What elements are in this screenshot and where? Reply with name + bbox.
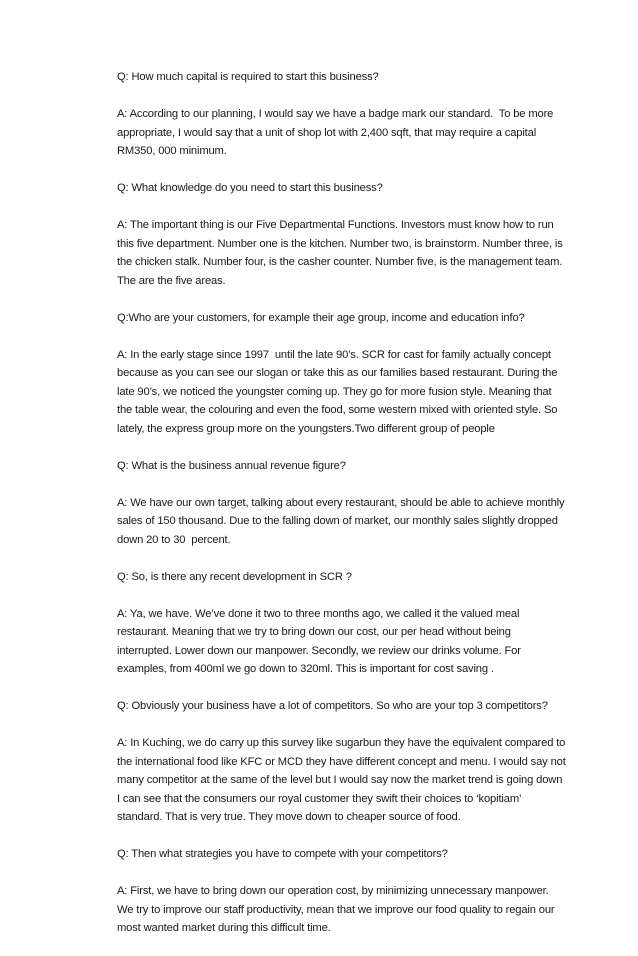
answer-revenue: A: We have our own target, talking about every restaurant, should be able to achieve monthly sales of 150 thousand. Due to the falling down of market, our monthly sales slightly dropped down 20 to 30 percent. (117, 496, 568, 546)
question-strategies: Q: Then what strategies you have to compete with your competitors? (117, 848, 448, 860)
answer-development: A: Ya, we have. We’ve done it two to three months ago, we called it the valued meal restaurant. Meaning that we try to bring down our cost, our per head without being interrupted. Lower down our manpower. Secondly, we review our drinks volume. For examples, from 400ml we go down to 320ml. This is important for cost saving . (117, 607, 524, 675)
answer-capital: A: According to our planning, I would say we have a badge mark our standard. To be more appropriate, I would say that a unit of shop lot with 2,400 sqft, that may require a capital RM350, 000 minimum. (117, 108, 557, 157)
question-capital: Q: How much capital is required to start this business? (117, 71, 379, 83)
answer-strategies: A: First, we have to bring down our operation cost, by minimizing unnecessary manpower. We try to improve our staff productivity, mean that we improve our food quality to regain our most wanted market during this difficult time. (117, 885, 558, 934)
document-body (117, 68, 567, 956)
question-revenue: Q: What is the business annual revenue figure? (117, 459, 346, 472)
question-customers: Q:Who are your customers, for example their age group, income and education info? (117, 311, 525, 324)
answer-knowledge: A: The important thing is our Five Departmental Functions. Investors must know how to run this five department. Number one is the kitchen. Number two, is brainstorm. Number three, is the chicken stalk. Number four, is the casher counter. Number five, is the management team. The are the five areas. (117, 219, 566, 287)
answer-customers: A: In the early stage since 1997 until the late 90’s. SCR for cast for family actually concept because as you can see our slogan or take this as our families based restaurant. During the late 90’s, we noticed the youngster coming up. They go for more fusion style. Meaning that the table wear, the colouring and even the food, some western mixed with oriented style. So lately, the express group more on the youngsters.Two different group of people (117, 348, 561, 435)
question-knowledge: Q: What knowledge do you need to start this business? (117, 182, 383, 194)
question-development: Q: So, is there any recent development in SCR ? (117, 570, 352, 583)
answer-competitors: A: In Kuching, we do carry up this survey like sugarbun they have the equivalent compared to the international food like KFC or MCD they have different concept and menu. I would say not many competitor at the same of the level but I would say now the market trend is going down I can see that the consumers our royal customer they swift their choices to ‘kopitiam’ standard. That is very true. They move down to cheaper source of food. (117, 737, 569, 823)
question-competitors: Q: Obviously your business have a lot of competitors. So who are your top 3 competitors? (117, 700, 548, 712)
